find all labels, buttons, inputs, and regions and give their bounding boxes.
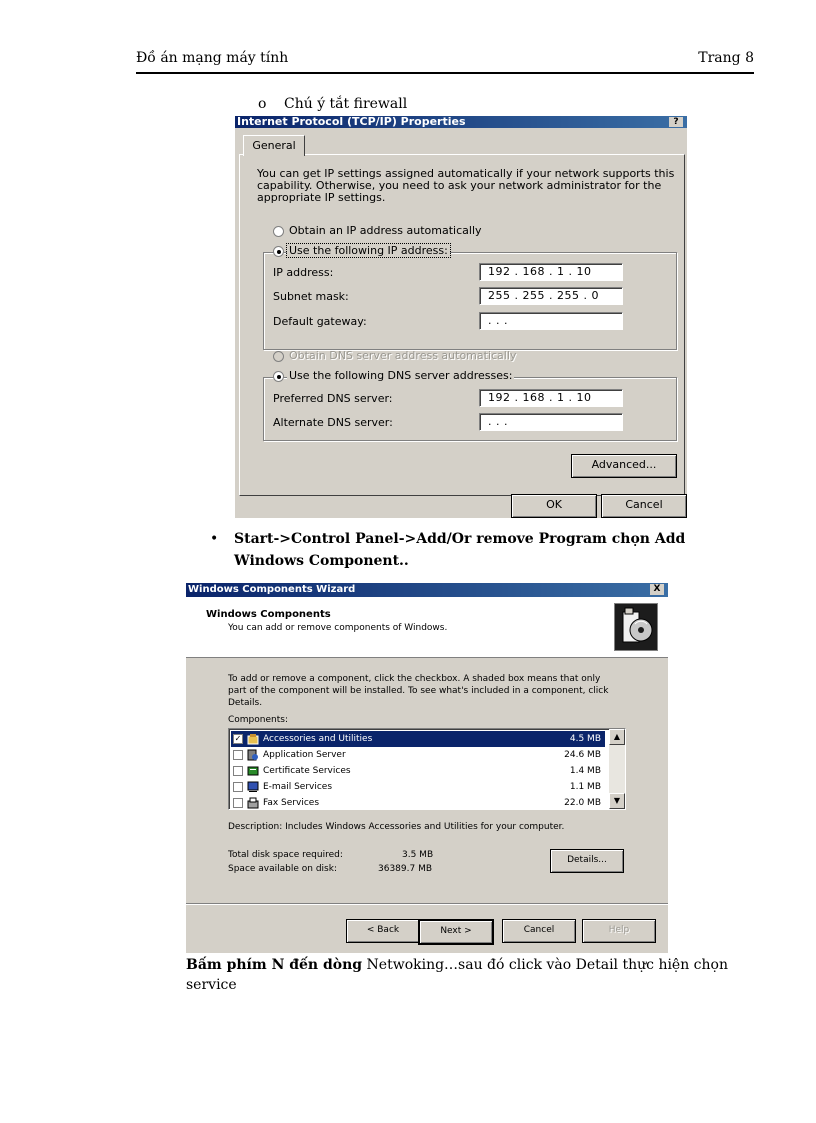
list-scrollbar[interactable] (609, 729, 625, 809)
components-label: Components: (228, 715, 288, 725)
scroll-down-icon[interactable]: ▼ (609, 793, 625, 809)
cancel-button[interactable]: Cancel (601, 494, 687, 518)
label-obtain-dns: Obtain DNS server address automatically (289, 349, 517, 362)
checkbox[interactable] (233, 766, 243, 776)
accessories-icon (247, 733, 259, 745)
list-item[interactable] (231, 795, 605, 810)
close-icon[interactable]: X (650, 584, 664, 595)
checkbox[interactable] (233, 798, 243, 808)
component-size: 4.5 MB (569, 734, 601, 744)
help-icon[interactable]: ? (669, 117, 683, 127)
component-size: 1.1 MB (569, 782, 601, 792)
tab-general[interactable]: General (243, 135, 305, 156)
certificate-icon (247, 765, 259, 777)
ok-button[interactable]: OK (511, 494, 597, 518)
label-ip-address: IP address: (273, 266, 334, 279)
disk-available-value: 36389.7 MB (378, 864, 433, 874)
label-alternate-dns: Alternate DNS server: (273, 416, 393, 429)
label-static-dns: Use the following DNS server addresses: (289, 369, 513, 382)
label-obtain-ip: Obtain an IP address automatically (289, 224, 482, 237)
wizard-title: Windows Components Wizard (188, 584, 356, 595)
next-button[interactable]: Next > (418, 919, 494, 945)
checkbox-checked[interactable]: ✓ (234, 734, 242, 743)
page-header (136, 48, 754, 74)
radio-static-ip[interactable] (273, 246, 284, 257)
list-item[interactable] (231, 779, 605, 795)
dns-groupbox (263, 377, 677, 441)
component-name: Fax Services (263, 798, 320, 808)
step-text: Start->Control Panel->Add/Or remove Program chọn Add Windows Component.. (234, 531, 686, 569)
preferred-dns-field[interactable]: 192 . 168 . 1 . 10 (479, 389, 623, 407)
paragraph-text: Netwoking…sau đó click vào Detail thực hiện chọn service (186, 957, 728, 993)
dialog-titlebar (235, 116, 687, 128)
component-name: Certificate Services (263, 766, 351, 776)
component-description: Description: Includes Windows Accessories and Utilities for your computer. (228, 822, 565, 832)
circle-bullet: o (258, 96, 267, 112)
label-preferred-dns: Preferred DNS server: (273, 392, 393, 405)
component-size: 24.6 MB (564, 750, 601, 760)
radio-obtain-dns[interactable] (273, 351, 284, 362)
list-item[interactable] (231, 747, 605, 763)
label-static-ip: Use the following IP address: (289, 244, 448, 257)
checkbox[interactable] (233, 750, 243, 760)
document-title: Đồ án mạng máy tính (136, 50, 289, 66)
help-button[interactable]: Help (582, 919, 656, 943)
back-button[interactable]: < Back (346, 919, 420, 943)
radio-obtain-ip[interactable] (273, 226, 284, 237)
firewall-note (258, 96, 407, 112)
intro-text: You can get IP settings assigned automatically if your network supports this capability. Otherwise, you need to ask your network administrator for the appropriate IP settings. (257, 167, 675, 204)
component-name: Application Server (263, 750, 346, 760)
list-item[interactable] (231, 763, 605, 779)
cd-box-icon (614, 603, 658, 651)
advanced-button[interactable]: Advanced... (571, 454, 677, 478)
disk-required-label: Total disk space required: (228, 850, 343, 860)
bullet-dot: • (210, 531, 219, 547)
disk-required-value: 3.5 MB (402, 850, 434, 860)
list-item[interactable] (231, 731, 605, 747)
fax-icon (247, 797, 259, 809)
page-number: Trang 8 (698, 50, 754, 66)
label-subnet-mask: Subnet mask: (273, 290, 349, 303)
label-default-gateway: Default gateway: (273, 315, 367, 328)
checkbox[interactable] (233, 782, 243, 792)
details-button[interactable]: Details... (550, 849, 624, 873)
ip-address-field[interactable]: 192 . 168 . 1 . 10 (479, 263, 623, 281)
paragraph-bold: Bấm phím N đến dòng (186, 957, 363, 973)
subnet-mask-field[interactable]: 255 . 255 . 255 . 0 (479, 287, 623, 305)
radio-static-dns[interactable] (273, 371, 284, 382)
component-size: 22.0 MB (564, 798, 601, 808)
default-gateway-field[interactable]: . . . (479, 312, 623, 330)
components-list[interactable] (228, 728, 626, 810)
dialog-title: Internet Protocol (TCP/IP) Properties (237, 116, 466, 128)
alternate-dns-field[interactable]: . . . (479, 413, 623, 431)
wizard-heading: Windows Components (206, 609, 331, 620)
cancel-button[interactable]: Cancel (502, 919, 576, 943)
tcpip-properties-dialog (235, 116, 687, 518)
component-size: 1.4 MB (569, 766, 601, 776)
instruction-paragraph (186, 955, 746, 995)
wizard-titlebar (186, 583, 668, 597)
email-icon (247, 781, 259, 793)
component-name: Accessories and Utilities (263, 734, 373, 744)
disk-available-label: Space available on disk: (228, 864, 337, 874)
wizard-subheading: You can add or remove components of Windows. (228, 623, 448, 633)
component-name: E-mail Services (263, 782, 333, 792)
wizard-header (186, 597, 668, 658)
application-server-icon (247, 749, 259, 761)
wizard-separator (186, 903, 668, 905)
wizard-instructions: To add or remove a component, click the checkbox. A shaded box means that only part of the component will be installed. To see what's included in a component, click Details. (228, 674, 609, 708)
windows-components-wizard (186, 583, 668, 953)
note-text: Chú ý tắt firewall (284, 96, 408, 112)
scroll-up-icon[interactable]: ▲ (609, 729, 625, 745)
